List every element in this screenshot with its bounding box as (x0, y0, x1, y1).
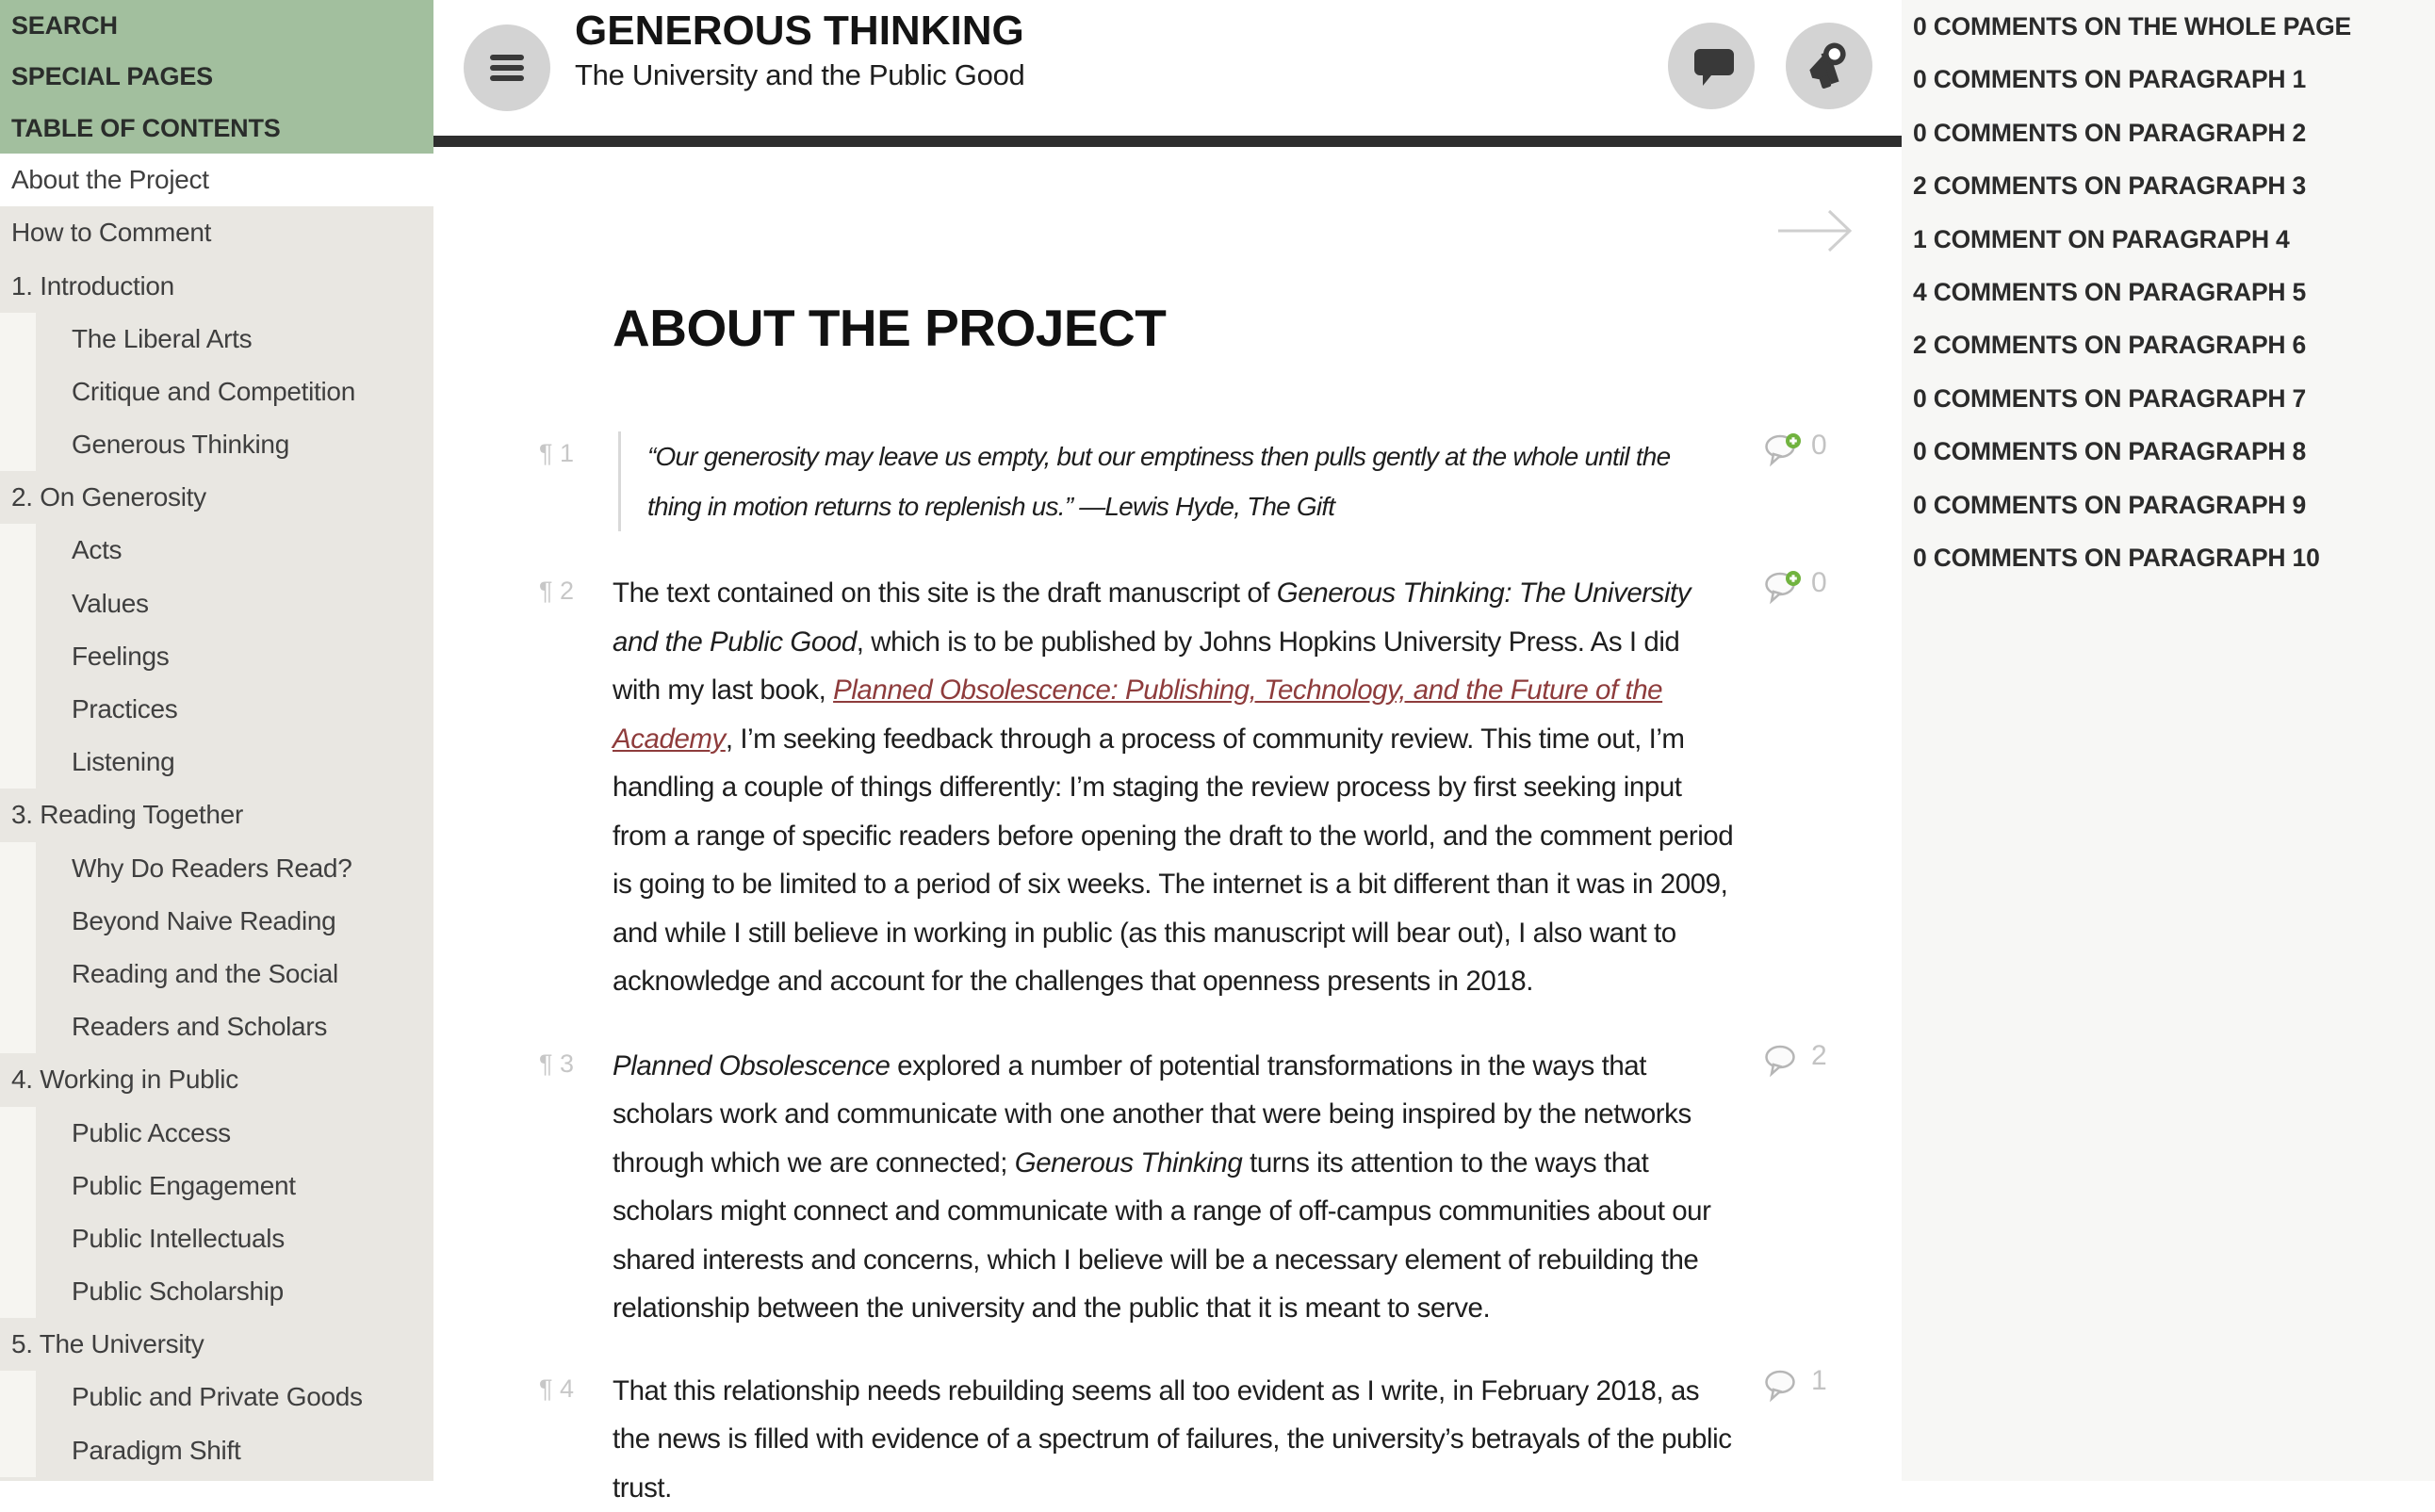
text-segment: The text contained on this site is the draft manuscript of (613, 577, 1277, 609)
sidebar-toc-item[interactable] (0, 577, 433, 630)
sidebar-toc-label: Values (72, 589, 149, 618)
sidebar-section-tab[interactable] (0, 51, 433, 102)
paragraph-text (618, 431, 1702, 531)
sidebar-toc-label: Reading and the Social (72, 959, 338, 988)
text-segment: Generous Thinking (1015, 1147, 1243, 1179)
comment-bubble-icon (1764, 1369, 1804, 1405)
paragraph-comment-count-link[interactable]: 0 COMMENTS ON PARAGRAPH 7 (1902, 372, 2435, 425)
comment-count-widget[interactable] (1764, 1369, 1896, 1405)
paragraph-block (613, 1367, 1734, 1512)
sidebar-toc-label: 3. Reading Together (11, 800, 243, 829)
page-title: ABOUT THE PROJECT (613, 298, 1772, 358)
sidebar-toc-item[interactable] (0, 1160, 433, 1212)
paragraph-comment-count-link[interactable]: 2 COMMENTS ON PARAGRAPH 3 (1902, 159, 2435, 212)
site-subtitle: The University and the Public Good (575, 58, 1024, 92)
sidebar-toc-item[interactable] (0, 1318, 433, 1371)
paragraph-pilcrow: ¶ 2 (539, 577, 574, 606)
sidebar-toc-item[interactable] (0, 842, 433, 895)
speech-bubble-icon (1687, 41, 1736, 90)
sidebar-toc-item[interactable] (0, 154, 433, 206)
sidebar-section-label: TABLE OF CONTENTS (11, 114, 281, 142)
sidebar-toc-item[interactable] (0, 895, 433, 948)
sidebar-toc-item[interactable] (0, 1053, 433, 1106)
sidebar-toc-item[interactable] (0, 366, 433, 418)
sidebar-toc-item[interactable] (0, 1265, 433, 1318)
paragraph-block (613, 569, 1734, 1006)
sidebar-toc-item[interactable] (0, 1107, 433, 1160)
paragraph-pilcrow: ¶ 1 (539, 439, 574, 468)
paragraph-comment-count-link[interactable]: 1 COMMENT ON PARAGRAPH 4 (1902, 213, 2435, 266)
text-segment: , which is to be published by Johns Hopkins University Press. As I did with my last book, (613, 626, 1679, 707)
sidebar-toc-label: 4. Working in Public (11, 1065, 238, 1094)
sidebar-toc-item[interactable] (0, 1000, 433, 1053)
comment-count: 0 (1811, 430, 1827, 462)
sidebar-toc-item[interactable] (0, 206, 433, 259)
paragraph-text (613, 1367, 1734, 1512)
sidebar-section-label: SEARCH (11, 11, 118, 40)
paragraph-comment-count-link[interactable]: 4 COMMENTS ON PARAGRAPH 5 (1902, 266, 2435, 318)
sidebar-section-tab[interactable] (0, 0, 433, 51)
sidebar-toc-item[interactable] (0, 1424, 433, 1477)
sidebar-toc-item[interactable] (0, 630, 433, 683)
table-of-contents-sidebar (0, 0, 433, 1481)
sidebar-toc-label: 5. The University (11, 1329, 204, 1358)
paragraph-comment-count-link[interactable]: 0 COMMENTS ON PARAGRAPH 2 (1902, 106, 2435, 159)
site-title: GENEROUS THINKING (575, 8, 1024, 55)
sidebar-toc-label: Listening (72, 747, 174, 776)
sidebar-toc-label: Paradigm Shift (72, 1436, 240, 1465)
paragraph-block (613, 431, 1734, 531)
sidebar-toc-item[interactable] (0, 471, 433, 524)
paragraph-comment-count-link[interactable]: 0 COMMENTS ON PARAGRAPH 10 (1902, 531, 2435, 584)
sidebar-toc-label: Acts (72, 535, 122, 564)
paragraph-comment-count-link[interactable]: 2 COMMENTS ON PARAGRAPH 6 (1902, 318, 2435, 371)
hamburger-icon (490, 50, 524, 86)
header-divider-bar (433, 136, 1902, 147)
text-segment: turns its attention to the ways that scholars might connect and communicate with a range of off-campus communities about our shared interests and concerns, which I believe will be a necessary element of rebuilding the relationship between the university and the public that it is meant to serve. (613, 1147, 1711, 1325)
sidebar-section-label: SPECIAL PAGES (11, 62, 213, 90)
sidebar-section-tab[interactable] (0, 103, 433, 154)
sidebar-toc-label: Readers and Scholars (72, 1012, 327, 1041)
comment-bubble-icon (1764, 1044, 1804, 1080)
sidebar-toc-label: Generous Thinking (72, 430, 289, 459)
sidebar-toc-label: Beyond Naive Reading (72, 906, 335, 935)
sidebar-toc-label: Public Intellectuals (72, 1224, 285, 1253)
sidebar-toc-label: 2. On Generosity (11, 482, 206, 512)
comment-bubble-icon (1764, 433, 1804, 469)
text-segment: “Our generosity may leave us empty, but our emptiness then pulls gently at the whole until the thing in motion returns to replenish us.” —Lewis Hyde, The Gift (647, 442, 1670, 521)
main-column (433, 0, 1902, 1481)
paragraph-pilcrow: ¶ 3 (539, 1049, 574, 1079)
paragraph-text (613, 1042, 1734, 1333)
text-segment: That this relationship needs rebuilding seems all too evident as I write, in February 2018, as the news is filled with evidence of a spectrum of failures, the university’s betrayals of the public trust. (613, 1375, 1732, 1504)
sidebar-toc-item[interactable] (0, 418, 433, 471)
article (433, 298, 1772, 1512)
inline-link[interactable]: Planned Obsolescence: Publishing, Technology, and the Future of the Academy (613, 675, 1662, 755)
sidebar-toc-item[interactable] (0, 683, 433, 736)
sidebar-toc-item[interactable] (0, 789, 433, 841)
text-segment: Generous Thinking: The University and the Public Good (613, 577, 1691, 658)
sidebar-toc-label: Practices (72, 694, 177, 723)
paragraph-pilcrow: ¶ 4 (539, 1374, 574, 1404)
text-segment: Planned Obsolescence (613, 1050, 890, 1081)
sidebar-toc-item[interactable] (0, 736, 433, 789)
sidebar-toc-label: The Liberal Arts (72, 324, 252, 353)
sidebar-toc-item[interactable] (0, 948, 433, 1000)
sidebar-toc-item[interactable] (0, 1371, 433, 1423)
sidebar-toc-label: Critique and Competition (72, 377, 355, 406)
sidebar-toc-label: How to Comment (11, 218, 211, 247)
comment-count-widget[interactable] (1764, 1044, 1896, 1080)
menu-button[interactable] (464, 24, 550, 111)
sidebar-toc-label: 1. Introduction (11, 271, 174, 301)
comments-button[interactable] (1668, 23, 1755, 109)
sidebar-toc-label: Feelings (72, 642, 169, 671)
sidebar-toc-item[interactable] (0, 1212, 433, 1265)
site-masthead (433, 0, 1902, 147)
megaphone-icon (1804, 41, 1855, 91)
comments-panel (1902, 0, 2435, 1481)
add-comment-badge (1786, 433, 1801, 448)
comment-count: 1 (1811, 1365, 1827, 1397)
comment-bubble-icon (1764, 571, 1804, 607)
sidebar-toc-label: About the Project (11, 165, 209, 194)
text-segment: explored a number of potential transformations in the ways that scholars work and communicate with one another that were being inspired by the networks through which we are connected; (613, 1050, 1691, 1179)
sidebar-toc-list (0, 154, 433, 1477)
paragraph-text (613, 569, 1734, 1006)
comment-count: 0 (1811, 567, 1827, 599)
sidebar-toc-item[interactable] (0, 260, 433, 313)
paragraph-comment-count-link[interactable]: 0 COMMENTS ON PARAGRAPH 8 (1902, 425, 2435, 478)
paragraph-comment-count-link[interactable]: 0 COMMENTS ON PARAGRAPH 9 (1902, 479, 2435, 531)
paragraph-comment-count-link[interactable]: 0 COMMENTS ON PARAGRAPH 1 (1902, 53, 2435, 106)
sidebar-toc-item[interactable] (0, 313, 433, 366)
text-segment: , I’m seeking feedback through a process of community review. This time out, I’m handling a couple of things differently: I’m staging the review process by first seeking input from a range of specific readers before opening the draft to the world, and the comment period is going to be limited to a period of six weeks. The internet is a bit different than it was in 2009, and while I still believe in working in public (as this manuscript will bear out), I also want to acknowledge and account for the challenges that openness presents in 2018. (613, 723, 1733, 998)
sidebar-toc-label: Why Do Readers Read? (72, 854, 351, 883)
paragraph-block (613, 1042, 1734, 1333)
sidebar-toc-label: Public and Private Goods (72, 1382, 363, 1411)
comment-count: 2 (1811, 1040, 1827, 1072)
sidebar-header (0, 0, 433, 154)
article-paragraphs (613, 431, 1772, 1512)
next-page-arrow[interactable] (1776, 198, 1867, 264)
sidebar-toc-item[interactable] (0, 524, 433, 577)
announcements-button[interactable] (1786, 23, 1872, 109)
comment-count-widget[interactable] (1764, 571, 1896, 607)
sidebar-toc-label: Public Scholarship (72, 1276, 284, 1306)
sidebar-toc-label: Public Access (72, 1118, 231, 1147)
comment-count-widget[interactable] (1764, 433, 1896, 469)
sidebar-toc-label: Public Engagement (72, 1171, 296, 1200)
add-comment-badge (1786, 571, 1801, 586)
paragraph-comment-count-link[interactable]: 0 COMMENTS ON THE WHOLE PAGE (1902, 0, 2435, 53)
